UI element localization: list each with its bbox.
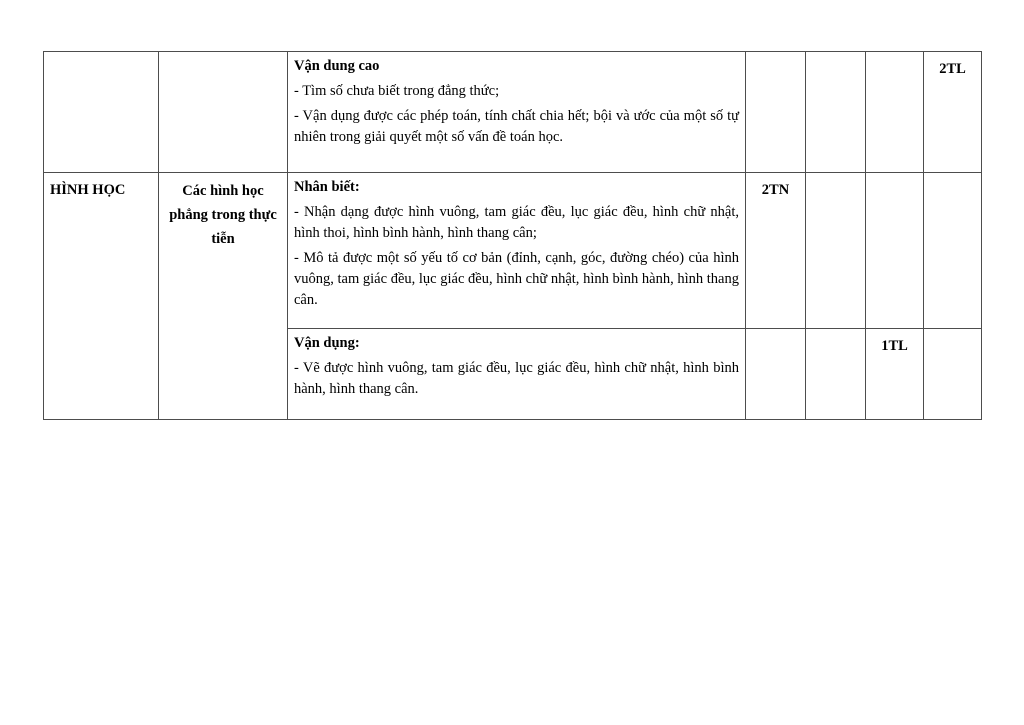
unit-cell — [159, 52, 288, 173]
count-cell-high-application: 2TL — [924, 52, 982, 173]
level-heading: Vận dung cao — [294, 58, 380, 74]
level-heading: Nhân biết: — [294, 179, 360, 195]
count-cell-understanding — [806, 52, 866, 173]
table-row — [44, 173, 982, 329]
assessment-matrix-table — [43, 51, 982, 420]
topic-cell: HÌNH HỌC — [44, 173, 159, 420]
requirement-line: - Mô tả được một số yếu tố cơ bản (đỉnh, cạnh, góc, đường chéo) của hình vuông, tam giác đều, lục giác đều, hình chữ nhật, hình bình hành, hình thang cân. — [294, 250, 739, 308]
requirement-cell — [288, 173, 746, 329]
count-cell-application — [866, 173, 924, 329]
count-cell-recognition — [746, 329, 806, 420]
count-cell-recognition — [746, 52, 806, 173]
requirement-cell — [288, 329, 746, 420]
count-cell-understanding — [806, 173, 866, 329]
count-cell-high-application — [924, 173, 982, 329]
unit-cell: Các hình học phẳng trong thực tiễn — [159, 173, 288, 420]
requirement-line: - Tìm số chưa biết trong đẳng thức; — [294, 83, 500, 99]
level-heading: Vận dụng: — [294, 335, 360, 351]
count-cell-high-application — [924, 329, 982, 420]
count-cell-application — [866, 52, 924, 173]
requirement-cell — [288, 52, 746, 173]
count-cell-application: 1TL — [866, 329, 924, 420]
table-row — [44, 52, 982, 173]
count-cell-recognition: 2TN — [746, 173, 806, 329]
requirement-line: - Nhận dạng được hình vuông, tam giác đều, lục giác đều, hình chữ nhật, hình thoi, hình bình hành, hình thang cân; — [294, 204, 739, 241]
count-cell-understanding — [806, 329, 866, 420]
topic-cell — [44, 52, 159, 173]
requirement-line: - Vẽ được hình vuông, tam giác đều, lục giác đều, hình chữ nhật, hình bình hành, hình thang cân. — [294, 360, 739, 397]
requirement-line: - Vận dụng được các phép toán, tính chất chia hết; bội và ước của một số tự nhiên trong giải quyết một số vấn đề toán học. — [294, 108, 739, 145]
